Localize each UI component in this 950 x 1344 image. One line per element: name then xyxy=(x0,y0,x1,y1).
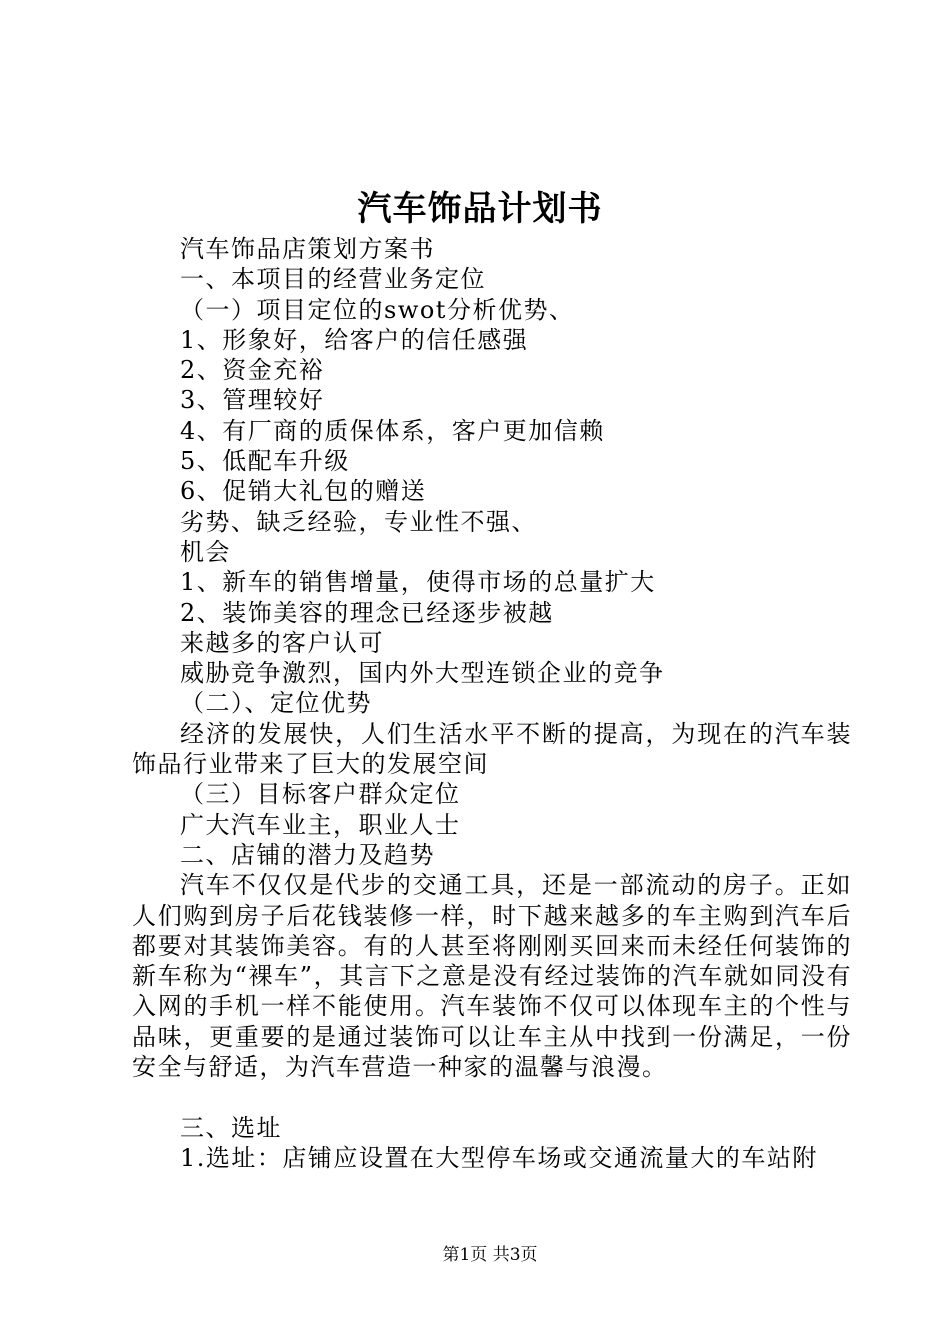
paragraph: 经济的发展快，人们生活水平不断的提高，为现在的汽车装饰品行业带来了巨大的发展空间 xyxy=(132,719,852,779)
list-item: 6、促销大礼包的赠送 xyxy=(180,477,427,506)
section-heading: 三、选址 xyxy=(180,1113,282,1142)
document-title: 汽车饰品计划书 xyxy=(357,189,603,229)
text-line: 来越多的客户认可 xyxy=(180,628,384,657)
paragraph: 汽车不仅仅是代步的交通工具，还是一部流动的房子。正如人们购到房子后花钱装修一样，时下越来越多的车主购到汽车后都要对其装饰美容。有的人甚至将刚刚买回来而未经任何装饰的新车称为“裸车”，其言下之意是没有经过装饰的汽车就如同没有入网的手机一样不能使用。汽车装饰不仅可以体现车主的个性与品味，更重要的是通过装饰可以让车主从中找到一份满足，一份安全与舒适，为汽车营造一种家的温馨与浪漫。 xyxy=(132,871,852,1082)
list-item: 1、新车的销售增量，使得市场的总量扩大 xyxy=(180,568,656,597)
subsection-heading: （一）项目定位的swot分析优势、 xyxy=(180,295,575,324)
text-line: 广大汽车业主，职业人士 xyxy=(180,810,461,839)
text-line: 1.选址：店铺应设置在大型停车场或交通流量大的车站附 xyxy=(180,1143,818,1172)
text-line: 威胁竞争激烈，国内外大型连锁企业的竞争 xyxy=(180,659,665,688)
list-item: 1、形象好，给客户的信任感强 xyxy=(180,325,529,354)
subsection-heading: （二）、定位优势 xyxy=(180,689,372,718)
list-item: 5、低配车升级 xyxy=(180,447,350,476)
list-item: 2、资金充裕 xyxy=(180,356,325,385)
text-line: 机会 xyxy=(180,537,231,566)
subsection-heading: （三）目标客户群众定位 xyxy=(180,780,461,809)
section-heading: 一、本项目的经营业务定位 xyxy=(180,265,486,294)
list-item: 3、管理较好 xyxy=(180,386,325,415)
section-heading: 二、店铺的潜力及趋势 xyxy=(180,840,435,869)
page-footer: 第1页 共3页 xyxy=(442,1245,538,1265)
text-line: 劣势、缺乏经验，专业性不强、 xyxy=(180,507,537,536)
blank-line xyxy=(132,1082,852,1112)
list-item: 2、装饰美容的理念已经逐步被越 xyxy=(180,598,554,627)
list-item: 4、有厂商的质保体系，客户更加信赖 xyxy=(180,416,605,445)
text-line: 汽车饰品店策划方案书 xyxy=(180,235,435,263)
document-body xyxy=(132,234,852,1173)
